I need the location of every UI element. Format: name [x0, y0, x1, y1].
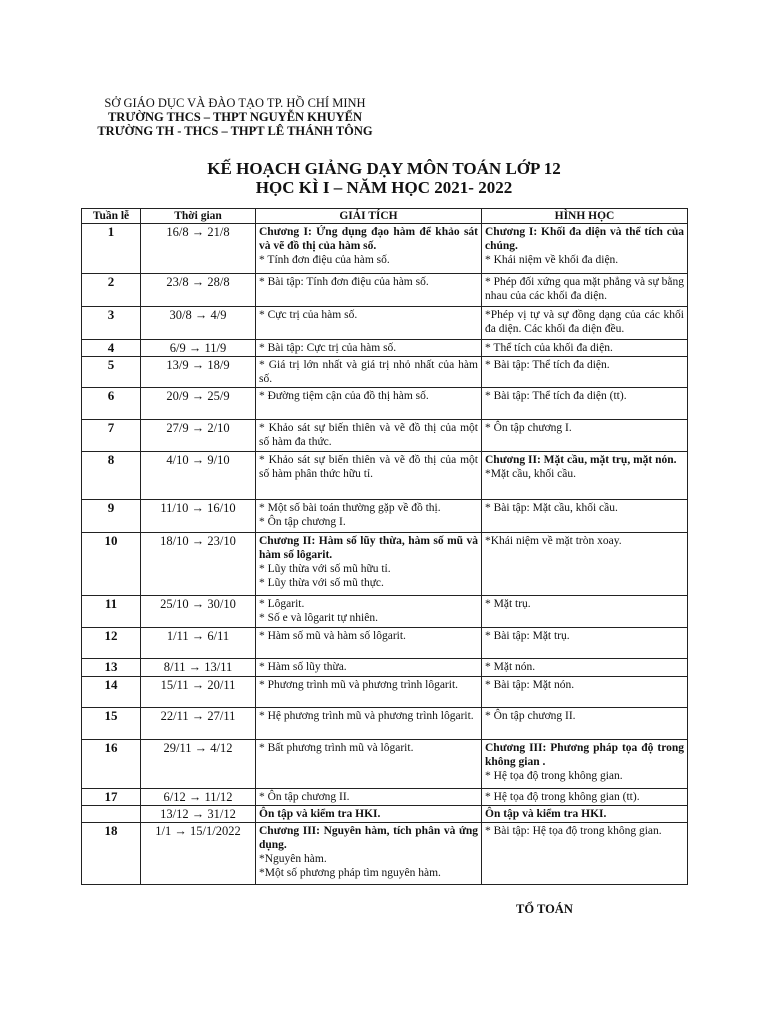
week-cell: 12 — [82, 628, 141, 659]
geometry-cell — [482, 596, 688, 628]
week-cell: 3 — [82, 307, 141, 340]
table-row — [82, 596, 688, 628]
lesson-item: * Khái niệm về khối đa diện. — [485, 254, 619, 266]
lesson-item: * Ôn tập chương II. — [485, 710, 576, 722]
lesson-item: * Giá trị lớn nhất và giá trị nhỏ nhất của hàm số. — [259, 359, 478, 385]
lesson-item: * Ôn tập chương II. — [259, 791, 350, 803]
week-cell: 7 — [82, 420, 141, 452]
school-name-1: TRƯỜNG THCS – THPT NGUYỄN KHUYẾN — [107, 110, 363, 124]
analysis-cell — [256, 224, 482, 274]
lesson-item: * Một số bài toán thường gặp về đồ thị. — [259, 502, 441, 514]
chapter-heading: Ôn tập và kiểm tra HKI. — [485, 808, 607, 820]
week-cell: 6 — [82, 388, 141, 420]
geometry-cell — [482, 628, 688, 659]
school-header — [90, 96, 380, 138]
time-cell: 6/9 → 11/9 — [141, 340, 256, 357]
time-cell: 23/8 → 28/8 — [141, 274, 256, 307]
lesson-item: * Bài tập: Thể tích đa diện (tt). — [485, 390, 627, 402]
lesson-item: * Hàm số mũ và hàm số lôgarit. — [259, 630, 406, 642]
geometry-cell — [482, 677, 688, 708]
week-cell: 11 — [82, 596, 141, 628]
analysis-cell — [256, 708, 482, 740]
analysis-cell — [256, 500, 482, 533]
lesson-item: * Bài tập: Hệ tọa độ trong không gian. — [485, 825, 662, 837]
time-cell: 1/11 → 6/11 — [141, 628, 256, 659]
lesson-item: * Mặt trụ. — [485, 598, 531, 610]
time-cell: 20/9 → 25/9 — [141, 388, 256, 420]
analysis-cell — [256, 340, 482, 357]
table-row — [82, 789, 688, 806]
time-cell: 13/12 → 31/12 — [141, 806, 256, 823]
lesson-item: * Ôn tập chương I. — [485, 422, 572, 434]
analysis-cell — [256, 274, 482, 307]
document-title: KẾ HOẠCH GIẢNG DẠY MÔN TOÁN LỚP 12 — [207, 159, 561, 178]
lesson-item: * Bài tập: Mặt trụ. — [485, 630, 570, 642]
column-header-geometry: HÌNH HỌC — [482, 209, 688, 224]
geometry-cell — [482, 388, 688, 420]
geometry-cell — [482, 420, 688, 452]
lesson-item: * Đường tiệm cận của đồ thị hàm số. — [259, 390, 429, 402]
table-row — [82, 340, 688, 357]
lesson-item: *Mặt cầu, khối cầu. — [485, 468, 577, 480]
chapter-heading: Chương I: Ứng dụng đạo hàm để khảo sát và vẽ đồ thị của hàm số. — [259, 226, 478, 252]
analysis-cell — [256, 388, 482, 420]
lesson-item: * Bất phương trình mũ và lôgarit. — [259, 742, 414, 754]
analysis-cell — [256, 740, 482, 789]
time-cell: 22/11 → 27/11 — [141, 708, 256, 740]
time-cell: 25/10 → 30/10 — [141, 596, 256, 628]
lesson-item: * Bài tập: Cực trị của hàm số. — [259, 342, 397, 354]
lesson-item: * Mặt nón. — [485, 661, 536, 673]
school-name-2: TRƯỜNG TH - THCS – THPT LÊ THÁNH TÔNG — [97, 124, 373, 138]
column-header-analysis: GIẢI TÍCH — [256, 209, 482, 224]
table-row — [82, 388, 688, 420]
time-cell: 11/10 → 16/10 — [141, 500, 256, 533]
document-subtitle: HỌC KÌ I – NĂM HỌC 2021- 2022 — [255, 178, 513, 197]
week-cell: 4 — [82, 340, 141, 357]
lesson-item: * Khảo sát sự biến thiên và vẽ đồ thị của một số hàm phân thức hữu tỉ. — [259, 454, 478, 480]
lesson-item: * Lũy thừa với số mũ thực. — [259, 577, 384, 589]
lesson-item: * Lũy thừa với số mũ hữu tỉ. — [259, 563, 391, 575]
chapter-heading: Chương III: Phương pháp tọa độ trong không gian . — [485, 742, 684, 768]
table-row — [82, 708, 688, 740]
week-cell: 14 — [82, 677, 141, 708]
department-name: SỞ GIÁO DỤC VÀ ĐÀO TẠO TP. HỒ CHÍ MINH — [104, 96, 366, 110]
table-row — [82, 224, 688, 274]
lesson-item: * Hàm số lũy thừa. — [259, 661, 347, 673]
table-row — [82, 533, 688, 596]
week-cell: 9 — [82, 500, 141, 533]
analysis-cell — [256, 420, 482, 452]
table-row — [82, 452, 688, 500]
geometry-cell — [482, 740, 688, 789]
table-header-row — [82, 209, 688, 224]
lesson-item: * Phép đối xứng qua mặt phẳng và sự bằng nhau của các khối đa diện. — [485, 276, 684, 302]
lesson-item: * Hệ phương trình mũ và phương trình lôgarit. — [259, 710, 474, 722]
lesson-item: * Ôn tập chương I. — [259, 516, 346, 528]
lesson-item: * Số e và lôgarit tự nhiên. — [259, 612, 378, 624]
table-body — [82, 224, 688, 885]
geometry-cell — [482, 789, 688, 806]
week-cell: 16 — [82, 740, 141, 789]
week-cell: 13 — [82, 659, 141, 677]
table-row — [82, 500, 688, 533]
lesson-item: * Tính đơn điệu của hàm số. — [259, 254, 390, 266]
analysis-cell — [256, 628, 482, 659]
analysis-cell — [256, 659, 482, 677]
time-cell: 18/10 → 23/10 — [141, 533, 256, 596]
analysis-cell — [256, 823, 482, 885]
table-row — [82, 677, 688, 708]
geometry-cell — [482, 452, 688, 500]
time-cell: 29/11 → 4/12 — [141, 740, 256, 789]
lesson-item: * Bài tập: Thể tích đa diện. — [485, 359, 610, 371]
analysis-cell — [256, 452, 482, 500]
time-cell: 8/11 → 13/11 — [141, 659, 256, 677]
chapter-heading: Chương III: Nguyên hàm, tích phân và ứng dụng. — [259, 825, 478, 851]
table-row — [82, 628, 688, 659]
analysis-cell — [256, 806, 482, 823]
chapter-heading: Chương II: Mặt cầu, mặt trụ, mặt nón. — [485, 454, 677, 466]
lesson-item: * Thể tích của khối đa diện. — [485, 342, 613, 354]
week-cell: 5 — [82, 357, 141, 388]
time-cell: 27/9 → 2/10 — [141, 420, 256, 452]
table-row — [82, 357, 688, 388]
lesson-item: * Khảo sát sự biến thiên và vẽ đồ thị của một số hàm đa thức. — [259, 422, 478, 448]
table-row — [82, 659, 688, 677]
geometry-cell — [482, 708, 688, 740]
analysis-cell — [256, 357, 482, 388]
time-cell: 4/10 → 9/10 — [141, 452, 256, 500]
lesson-item: * Hệ tọa độ trong không gian (tt). — [485, 791, 640, 803]
time-cell: 15/11 → 20/11 — [141, 677, 256, 708]
week-cell: 10 — [82, 533, 141, 596]
time-cell: 16/8 → 21/8 — [141, 224, 256, 274]
chapter-heading: Chương I: Khối đa diện và thể tích của chúng. — [485, 226, 684, 252]
lesson-item: * Bài tập: Tính đơn điệu của hàm số. — [259, 276, 429, 288]
lesson-item: * Bài tập: Mặt cầu, khối cầu. — [485, 502, 618, 514]
time-cell: 13/9 → 18/9 — [141, 357, 256, 388]
geometry-cell — [482, 224, 688, 274]
geometry-cell — [482, 340, 688, 357]
analysis-cell — [256, 789, 482, 806]
week-cell: 1 — [82, 224, 141, 274]
week-cell: 15 — [82, 708, 141, 740]
table-row — [82, 420, 688, 452]
week-cell: 18 — [82, 823, 141, 885]
table-row — [82, 740, 688, 789]
signature: TỔ TOÁN — [516, 902, 573, 916]
lesson-item: * Cực trị của hàm số. — [259, 309, 358, 321]
analysis-cell — [256, 596, 482, 628]
teaching-plan-table — [81, 208, 688, 885]
lesson-item: *Khái niệm về mặt tròn xoay. — [485, 535, 622, 547]
week-cell: 2 — [82, 274, 141, 307]
time-cell: 1/1 → 15/1/2022 — [141, 823, 256, 885]
week-cell: 8 — [82, 452, 141, 500]
chapter-heading: Ôn tập và kiểm tra HKI. — [259, 808, 381, 820]
geometry-cell — [482, 274, 688, 307]
geometry-cell — [482, 806, 688, 823]
analysis-cell — [256, 307, 482, 340]
column-header-week: Tuần lễ — [82, 209, 141, 224]
chapter-heading: Chương II: Hàm số lũy thừa, hàm số mũ và hàm số lôgarit. — [259, 535, 478, 561]
analysis-cell — [256, 677, 482, 708]
geometry-cell — [482, 823, 688, 885]
week-cell — [82, 806, 141, 823]
table-row — [82, 307, 688, 340]
geometry-cell — [482, 659, 688, 677]
analysis-cell — [256, 533, 482, 596]
lesson-item: * Hệ tọa độ trong không gian. — [485, 770, 623, 782]
time-cell: 30/8 → 4/9 — [141, 307, 256, 340]
lesson-item: * Lôgarit. — [259, 598, 305, 610]
table-row — [82, 806, 688, 823]
table-row — [82, 823, 688, 885]
geometry-cell — [482, 357, 688, 388]
lesson-item: *Một số phương pháp tìm nguyên hàm. — [259, 867, 441, 879]
time-cell: 6/12 → 11/12 — [141, 789, 256, 806]
lesson-item: * Bài tập: Mặt nón. — [485, 679, 575, 691]
lesson-item: *Nguyên hàm. — [259, 853, 327, 865]
column-header-time: Thời gian — [141, 209, 256, 224]
table-row — [82, 274, 688, 307]
geometry-cell — [482, 533, 688, 596]
lesson-item: * Phương trình mũ và phương trình lôgarit. — [259, 679, 459, 691]
week-cell: 17 — [82, 789, 141, 806]
lesson-item: *Phép vị tự và sự đồng dạng của các khối đa diện. Các khối đa diện đều. — [485, 309, 684, 335]
geometry-cell — [482, 500, 688, 533]
geometry-cell — [482, 307, 688, 340]
